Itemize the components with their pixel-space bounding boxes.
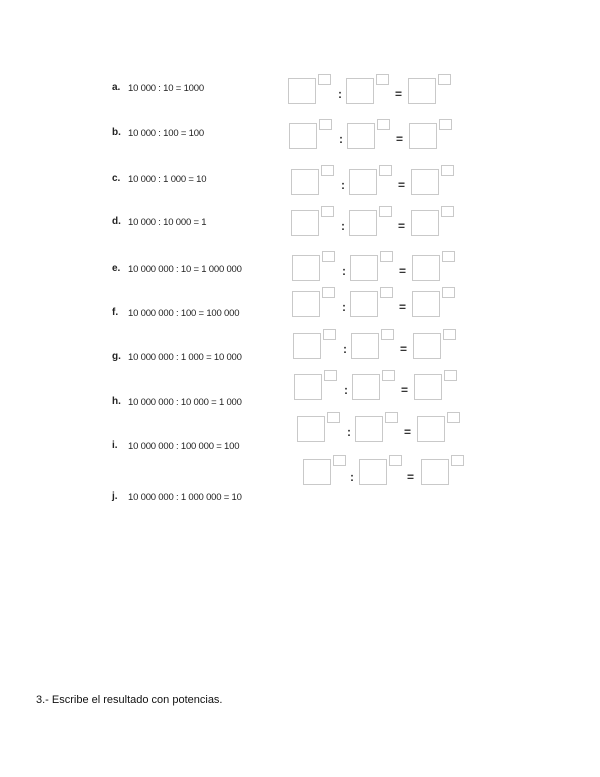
answer-boxes	[289, 117, 489, 153]
divide-sign: :	[342, 264, 346, 278]
exercise-equation: 10 000 000 : 1 000 000 = 10	[128, 492, 242, 503]
exercise-row-b	[0, 117, 600, 153]
exercise-letter: j.	[112, 491, 118, 502]
exponent-box[interactable]	[389, 455, 402, 466]
equals-sign: =	[400, 342, 408, 356]
divide-sign: :	[350, 470, 354, 484]
equals-sign: =	[399, 264, 407, 278]
base-box[interactable]	[347, 123, 375, 149]
exercise-equation: 10 000 000 : 10 = 1 000 000	[128, 264, 242, 275]
equals-sign: =	[395, 87, 403, 101]
equals-sign: =	[396, 132, 404, 146]
exponent-box[interactable]	[318, 74, 331, 85]
exercise-letter: f.	[112, 307, 119, 318]
exercise-letter: h.	[112, 396, 121, 407]
base-box[interactable]	[349, 169, 377, 195]
exercise-letter: e.	[112, 263, 121, 274]
exponent-box[interactable]	[321, 165, 334, 176]
base-box[interactable]	[292, 255, 320, 281]
exponent-box[interactable]	[319, 119, 332, 130]
base-box[interactable]	[351, 333, 379, 359]
exercise-equation: 10 000 000 : 100 = 100 000	[128, 308, 240, 319]
exponent-box[interactable]	[382, 370, 395, 381]
exercise-equation: 10 000 000 : 1 000 = 10 000	[128, 352, 242, 363]
base-box[interactable]	[297, 416, 325, 442]
exponent-box[interactable]	[447, 412, 460, 423]
divide-sign: :	[347, 425, 351, 439]
divide-sign: :	[338, 87, 342, 101]
exponent-box[interactable]	[333, 455, 346, 466]
exponent-box[interactable]	[380, 287, 393, 298]
exponent-box[interactable]	[385, 412, 398, 423]
equals-sign: =	[407, 470, 415, 484]
base-box[interactable]	[294, 374, 322, 400]
exercise-letter: g.	[112, 351, 121, 362]
exercise-row-e	[0, 253, 600, 289]
answer-boxes	[291, 206, 491, 242]
base-box[interactable]	[414, 374, 442, 400]
exponent-box[interactable]	[444, 370, 457, 381]
exercise-letter: d.	[112, 216, 121, 227]
exponent-box[interactable]	[439, 119, 452, 130]
exercise-row-c	[0, 163, 600, 199]
exponent-box[interactable]	[451, 455, 464, 466]
exponent-box[interactable]	[322, 287, 335, 298]
answer-boxes	[292, 253, 492, 289]
exercise-row-j	[0, 470, 600, 517]
base-box[interactable]	[411, 210, 439, 236]
exercise-letter: b.	[112, 127, 121, 138]
exercise-letter: c.	[112, 173, 121, 184]
base-box[interactable]	[408, 78, 436, 104]
exponent-box[interactable]	[321, 206, 334, 217]
exponent-box[interactable]	[376, 74, 389, 85]
exponent-box[interactable]	[324, 370, 337, 381]
equals-sign: =	[398, 219, 406, 233]
exponent-box[interactable]	[441, 206, 454, 217]
exponent-box[interactable]	[441, 165, 454, 176]
answer-boxes	[292, 297, 492, 333]
base-box[interactable]	[303, 459, 331, 485]
base-box[interactable]	[355, 416, 383, 442]
base-box[interactable]	[421, 459, 449, 485]
base-box[interactable]	[292, 291, 320, 317]
answer-boxes	[291, 163, 491, 199]
exercise-equation: 10 000 : 10 = 1000	[128, 83, 204, 94]
exercise-equation: 10 000 000 : 10 000 = 1 000	[128, 397, 242, 408]
divide-sign: :	[344, 383, 348, 397]
exponent-box[interactable]	[380, 251, 393, 262]
base-box[interactable]	[288, 78, 316, 104]
exponent-box[interactable]	[443, 329, 456, 340]
base-box[interactable]	[293, 333, 321, 359]
exercise-row-g	[0, 341, 600, 377]
exponent-box[interactable]	[379, 165, 392, 176]
base-box[interactable]	[350, 291, 378, 317]
equals-sign: =	[399, 300, 407, 314]
base-box[interactable]	[349, 210, 377, 236]
divide-sign: :	[342, 300, 346, 314]
base-box[interactable]	[291, 169, 319, 195]
exercise-row-f	[0, 297, 600, 333]
exercise-equation: 10 000 : 10 000 = 1	[128, 217, 207, 228]
exercise-row-i	[0, 425, 600, 466]
answer-boxes	[303, 470, 503, 517]
exercise-row-d	[0, 206, 600, 242]
base-box[interactable]	[411, 169, 439, 195]
exercise-row-a	[0, 72, 600, 108]
divide-sign: :	[341, 178, 345, 192]
base-box[interactable]	[289, 123, 317, 149]
instruction-text: 3.- Escribe el resultado con potencias.	[36, 694, 223, 706]
exponent-box[interactable]	[438, 74, 451, 85]
base-box[interactable]	[409, 123, 437, 149]
exponent-box[interactable]	[377, 119, 390, 130]
base-box[interactable]	[346, 78, 374, 104]
exponent-box[interactable]	[323, 329, 336, 340]
exponent-box[interactable]	[381, 329, 394, 340]
divide-sign: :	[343, 342, 347, 356]
base-box[interactable]	[413, 333, 441, 359]
exponent-box[interactable]	[379, 206, 392, 217]
answer-boxes	[288, 72, 488, 108]
base-box[interactable]	[291, 210, 319, 236]
exercise-equation: 10 000 : 1 000 = 10	[128, 174, 207, 185]
equals-sign: =	[398, 178, 406, 192]
exercise-letter: a.	[112, 82, 121, 93]
base-box[interactable]	[417, 416, 445, 442]
base-box[interactable]	[350, 255, 378, 281]
exponent-box[interactable]	[322, 251, 335, 262]
equals-sign: =	[404, 425, 412, 439]
base-box[interactable]	[412, 291, 440, 317]
divide-sign: :	[339, 132, 343, 146]
divide-sign: :	[341, 219, 345, 233]
base-box[interactable]	[359, 459, 387, 485]
base-box[interactable]	[352, 374, 380, 400]
exercise-letter: i.	[112, 440, 118, 451]
exponent-box[interactable]	[442, 251, 455, 262]
exponent-box[interactable]	[327, 412, 340, 423]
exercise-equation: 10 000 : 100 = 100	[128, 128, 204, 139]
exercise-equation: 10 000 000 : 100 000 = 100	[128, 441, 240, 452]
equals-sign: =	[401, 383, 409, 397]
base-box[interactable]	[412, 255, 440, 281]
exponent-box[interactable]	[442, 287, 455, 298]
